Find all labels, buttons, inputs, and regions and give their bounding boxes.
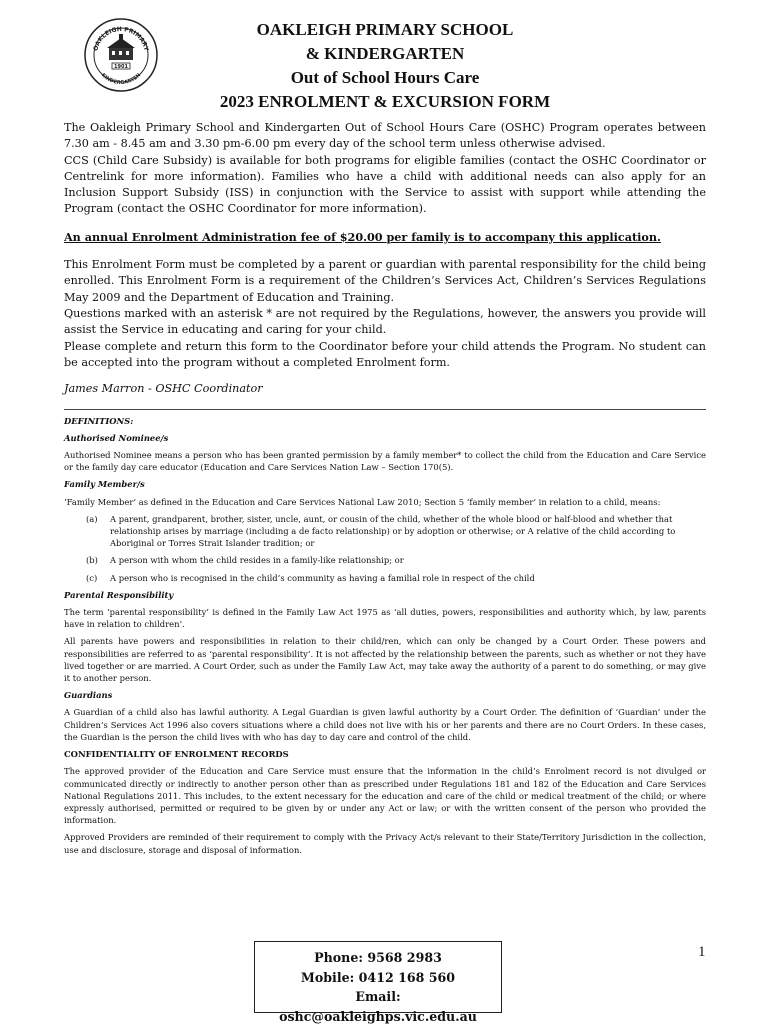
page-title xyxy=(170,18,600,114)
svg-text:OAKLEIGH PRIMARY: OAKLEIGH PRIMARY xyxy=(92,25,150,52)
intro-hours-paragraph: The Oakleigh Primary School and Kindergarten Out of School Hours Care (OSHC) Program operates between 7.30 am - 8.45 am and 3.30 pm-6.00 pm every day of the school term unless otherwise advised. xyxy=(64,121,706,151)
list-item: (c) A person who is recognised in the child’s community as having a familial role in respect of the child xyxy=(86,572,535,583)
guardians-heading: Guardians xyxy=(64,690,113,701)
contact-mobile: Mobile: 0412 168 560 xyxy=(300,969,456,985)
definitions-heading: DEFINITIONS: xyxy=(64,415,134,426)
contact-phone: Phone: 9568 2983 xyxy=(314,950,442,965)
list-item: (a) A parent, grandparent, brother, sister, uncle, aunt, or cousin of the child, whether of the whole blood or half-blood and whether that relationship arises by marriage (including a de facto relationship) or by adoption or otherwise; or A relative of the child according to Aboriginal or Torres Strait Islander tradition; or xyxy=(86,513,676,549)
nominee-text: Authorised Nominee means a person who has been granted permission by a family member* to collect the child from the Education and Care Service or the family day care educator (Education and Care Services Nation Law – Section 170(5). xyxy=(64,450,706,473)
family-text: ‘Family Member’ as defined in the Education and Care Services National Law 2010; Section 5 ‘family member’ in relation to a child, means: xyxy=(64,496,661,507)
definitions-section xyxy=(64,415,706,856)
contact-box xyxy=(254,941,502,1024)
confidentiality-text-2: Approved Providers are reminded of their requirement to comply with the Privacy Act/s relevant to their State/Territory Jurisdiction in the collection, use and disclosure, storage and disposal of information. xyxy=(64,832,706,855)
parental-heading: Parental Responsibility xyxy=(64,589,174,600)
fee-notice: An annual Enrolment Administration fee of $20.00 per family is to accompany this application. xyxy=(64,229,661,244)
family-heading: Family Member/s xyxy=(64,479,145,490)
title-school-name: OAKLEIGH PRIMARY SCHOOL xyxy=(256,20,514,39)
svg-text:1901: 1901 xyxy=(114,64,128,70)
asterisk-paragraph: Questions marked with an asterisk * are not required by the Regulations, however, the answers you provide will assist the Service in educating and caring for your child. xyxy=(64,307,706,337)
school-crest-icon xyxy=(82,16,160,94)
intro-ccs-paragraph: CCS (Child Care Subsidy) is available for both programs for eligible families (contact the OSHC Coordinator or Centrelink for more information). Families who have a child with additional needs can also apply for an Inclusion Support Subsidy (ISS) in conjunction with the Service to assist with support while attending the Program (contact the OSHC Coordinator for more information). xyxy=(64,153,706,216)
confidentiality-text-1: The approved provider of the Education and Care Service must ensure that the information in the child’s Enrolment record is not divulged or communicated directly or indirectly to another person other than as prescribed under Regulations 181 and 182 of the Education and Care Services National Regulations 2011. This includes, to the extent necessary for the education and care of the child or medical treatment of the child; or where expressly authorised, permitted or required to be given by or under any Act or law; or with the written consent of the person who provided the information. xyxy=(64,766,706,826)
title-program: Out of School Hours Care xyxy=(290,68,480,87)
parental-text-2: All parents have powers and responsibilities in relation to their child/ren, which can only be changed by a Court Order. These powers and responsibilities are referred to as ‘parental responsibility’. It is not affected by the relationship between the parents, such as whether or not they have lived together or are married. A Court Order, such as under the Family Law Act, may take away the authority of a parent to do something, or may give it to another person. xyxy=(64,636,706,684)
list-item: (b) A person with whom the child resides in a family-like relationship; or xyxy=(86,555,404,566)
document-body xyxy=(64,120,706,856)
instructions-paragraph: This Enrolment Form must be completed by a parent or guardian with parental responsibility for the child being enrolled. This Enrolment Form is a requirement of the Children’s Services Act, Children’s Services Regulations May 2009 and the Department of Education and Training. xyxy=(64,257,706,304)
return-paragraph: Please complete and return this form to the Coordinator before your child attends the Program. No student can be accepted into the program without a completed Enrolment form. xyxy=(64,339,706,370)
parental-text-1: The term ‘parental responsibility’ is defined in the Family Law Act 1975 as ‘all duties, powers, responsibilities and authority which, by law, parents have in relation to children’. xyxy=(64,607,706,630)
nominee-heading: Authorised Nominee/s xyxy=(64,432,169,443)
svg-text:KINDERGARTEN: KINDERGARTEN xyxy=(99,72,143,87)
guardians-text: A Guardian of a child also has lawful authority. A Legal Guardian is given lawful authority by a Court Order. The definition of ‘Guardian’ under the Children’s Services Act 1996 also covers situations where a child does not live with his or her parents and there are no Court Orders. In these cases, the Guardian is the person the child lives with who has day to day care and control of the child. xyxy=(64,707,706,742)
page-number: 1 xyxy=(698,944,706,960)
title-kindergarten: & KINDERGARTEN xyxy=(305,44,465,63)
coordinator-signoff: James Marron - OSHC Coordinator xyxy=(64,381,263,395)
section-divider xyxy=(64,409,706,410)
contact-email: Email: oshc@oakleighps.vic.edu.au xyxy=(279,989,477,1024)
instructions-section xyxy=(64,257,706,372)
confidentiality-heading: CONFIDENTIALITY OF ENROLMENT RECORDS xyxy=(64,749,289,760)
title-form-name: 2023 ENROLMENT & EXCURSION FORM xyxy=(219,92,551,111)
